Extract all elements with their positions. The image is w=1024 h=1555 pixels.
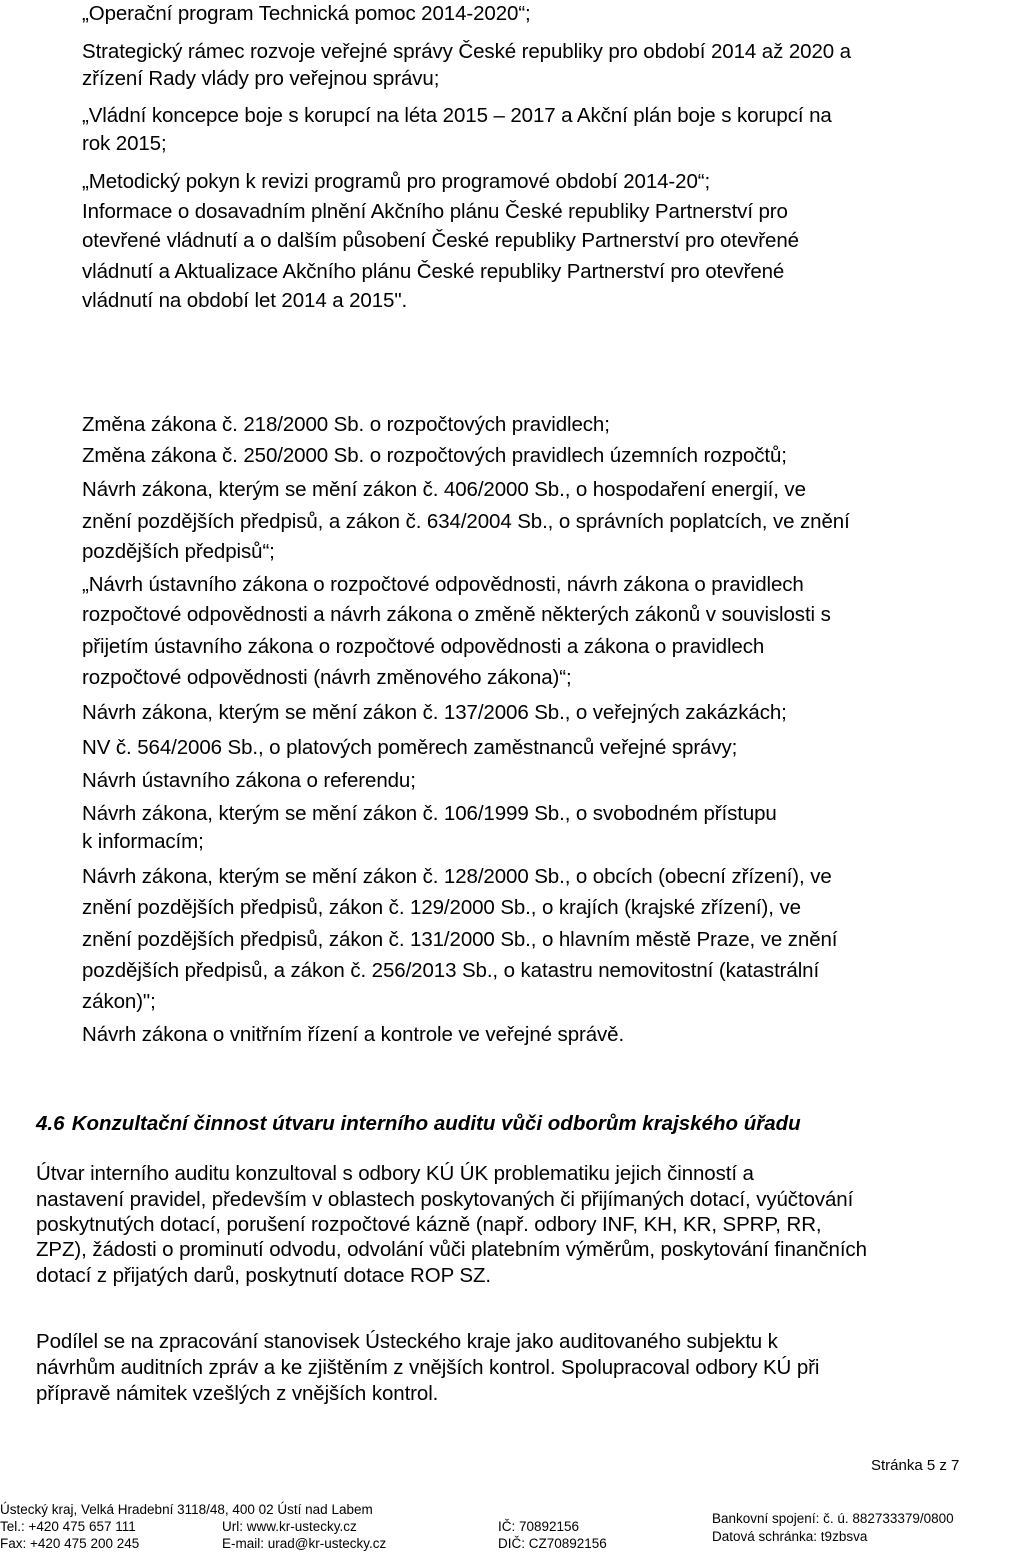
list-item-line: vládnutí a Aktualizace Akčního plánu České republiky Partnerství pro otevřené <box>82 260 785 283</box>
list-item-line: pozdějších předpisů, a zákon č. 256/2013 Sb., o katastru nemovitostní (katastrální <box>82 959 820 982</box>
list-item-line: rozpočtové odpovědnosti (návrh změnového zákona)“; <box>82 666 572 689</box>
paragraph-line: dotací z přijatých darů, poskytnutí dotace ROP SZ. <box>36 1264 491 1287</box>
paragraph-line: poskytnutých dotací, porušení rozpočtové kázně (např. odbory INF, KH, KR, SPRP, RR, <box>36 1213 822 1236</box>
list-item-line: vládnutí na období let 2014 a 2015". <box>82 289 408 312</box>
list-item-line: NV č. 564/2006 Sb., o platových poměrech zaměstnanců veřejné správy; <box>82 736 738 759</box>
paragraph-line: Podílel se na zpracování stanovisek Ústeckého kraje jako auditovaného subjektu k <box>36 1330 778 1353</box>
paragraph-line: nastavení pravidel, především v oblastech poskytovaných či přijímaných dotací, vyúčtování <box>36 1188 854 1211</box>
footer-bank: Bankovní spojení: č. ú. 882733379/0800 <box>712 1511 954 1526</box>
paragraph-line: ZPZ), žádosti o prominutí odvodu, odvolání vůči platebním výměrům, poskytování finančních <box>36 1238 867 1261</box>
list-item-line: „Operační program Technická pomoc 2014-2020“; <box>82 2 531 25</box>
footer-datova-schranka: Datová schránka: t9zbsva <box>712 1529 868 1544</box>
list-item-line: „Vládní koncepce boje s korupcí na léta 2015 – 2017 a Akční plán boje s korupcí na <box>82 104 832 127</box>
section-title: Konzultační činnost útvaru interního auditu vůči odborům krajského úřadu <box>71 1112 801 1135</box>
list-item-line: Návrh zákona, kterým se mění zákon č. 406/2000 Sb., o hospodaření energií, ve <box>82 478 806 501</box>
list-item-line: otevřené vládnutí a o dalším působení České republiky Partnerství pro otevřené <box>82 229 799 252</box>
list-item-line: zákon)"; <box>82 990 156 1013</box>
list-item-line: Návrh zákona o vnitřním řízení a kontrole ve veřejné správě. <box>82 1023 625 1046</box>
list-item-line: Informace o dosavadním plnění Akčního plánu České republiky Partnerství pro <box>82 200 788 223</box>
list-item-line: znění pozdějších předpisů, a zákon č. 634/2004 Sb., o správních poplatcích, ve znění <box>82 510 850 533</box>
section-number: 4.6 <box>36 1112 65 1135</box>
list-item-line: „Návrh ústavního zákona o rozpočtové odpovědnosti, návrh zákona o pravidlech <box>82 573 804 596</box>
footer-url: Url: www.kr-ustecky.cz <box>222 1519 357 1534</box>
list-item-line: rozpočtové odpovědnosti a návrh zákona o změně některých zákonů v souvislosti s <box>82 603 831 626</box>
list-item-line: Návrh zákona, kterým se mění zákon č. 137/2006 Sb., o veřejných zakázkách; <box>82 701 787 724</box>
section-heading <box>36 1112 801 1136</box>
list-item-line: Návrh zákona, kterým se mění zákon č. 128/2000 Sb., o obcích (obecní zřízení), ve <box>82 865 832 888</box>
list-item-line: znění pozdějších předpisů, zákon č. 129/2000 Sb., o krajích (krajské zřízení), ve <box>82 896 801 919</box>
paragraph-line: Útvar interního auditu konzultoval s odbory KÚ ÚK problematiku jejich činností a <box>36 1162 754 1185</box>
footer-address: Ústecký kraj, Velká Hradební 3118/48, 400 02 Ústí nad Labem <box>0 1502 373 1517</box>
list-item-line: pozdějších předpisů“; <box>82 540 275 563</box>
footer-fax: Fax: +420 475 200 245 <box>0 1536 140 1551</box>
footer-tel: Tel.: +420 475 657 111 <box>0 1519 136 1534</box>
list-item-line: Návrh ústavního zákona o referendu; <box>82 769 416 792</box>
page-number: Stránka 5 z 7 <box>871 1457 960 1474</box>
list-item-line: znění pozdějších předpisů, zákon č. 131/2000 Sb., o hlavním městě Praze, ve znění <box>82 928 838 951</box>
list-item-line: Návrh zákona, kterým se mění zákon č. 106/1999 Sb., o svobodném přístupu <box>82 802 777 825</box>
list-item-line: zřízení Rady vlády pro veřejnou správu; <box>82 67 440 90</box>
list-item-line: k informacím; <box>82 830 204 853</box>
paragraph-line: přípravě námitek vzešlých z vnějších kontrol. <box>36 1382 439 1405</box>
list-item-line: „Metodický pokyn k revizi programů pro programové období 2014-20“; <box>82 170 711 193</box>
footer-email: E-mail: urad@kr-ustecky.cz <box>222 1536 387 1551</box>
list-item-line: přijetím ústavního zákona o rozpočtové odpovědnosti a zákona o pravidlech <box>82 635 765 658</box>
list-item-line: Změna zákona č. 250/2000 Sb. o rozpočtových pravidlech územních rozpočtů; <box>82 444 787 467</box>
list-item-line: Změna zákona č. 218/2000 Sb. o rozpočtových pravidlech; <box>82 413 610 436</box>
paragraph-line: návrhům auditních zpráv a ke zjištěním z vnějších kontrol. Spolupracoval odbory KÚ při <box>36 1356 820 1379</box>
footer-ic: IČ: 70892156 <box>498 1519 580 1534</box>
footer-dic: DIČ: CZ70892156 <box>498 1536 607 1551</box>
list-item-line: Strategický rámec rozvoje veřejné správy České republiky pro období 2014 až 2020 a <box>82 40 851 63</box>
list-item-line: rok 2015; <box>82 132 167 155</box>
